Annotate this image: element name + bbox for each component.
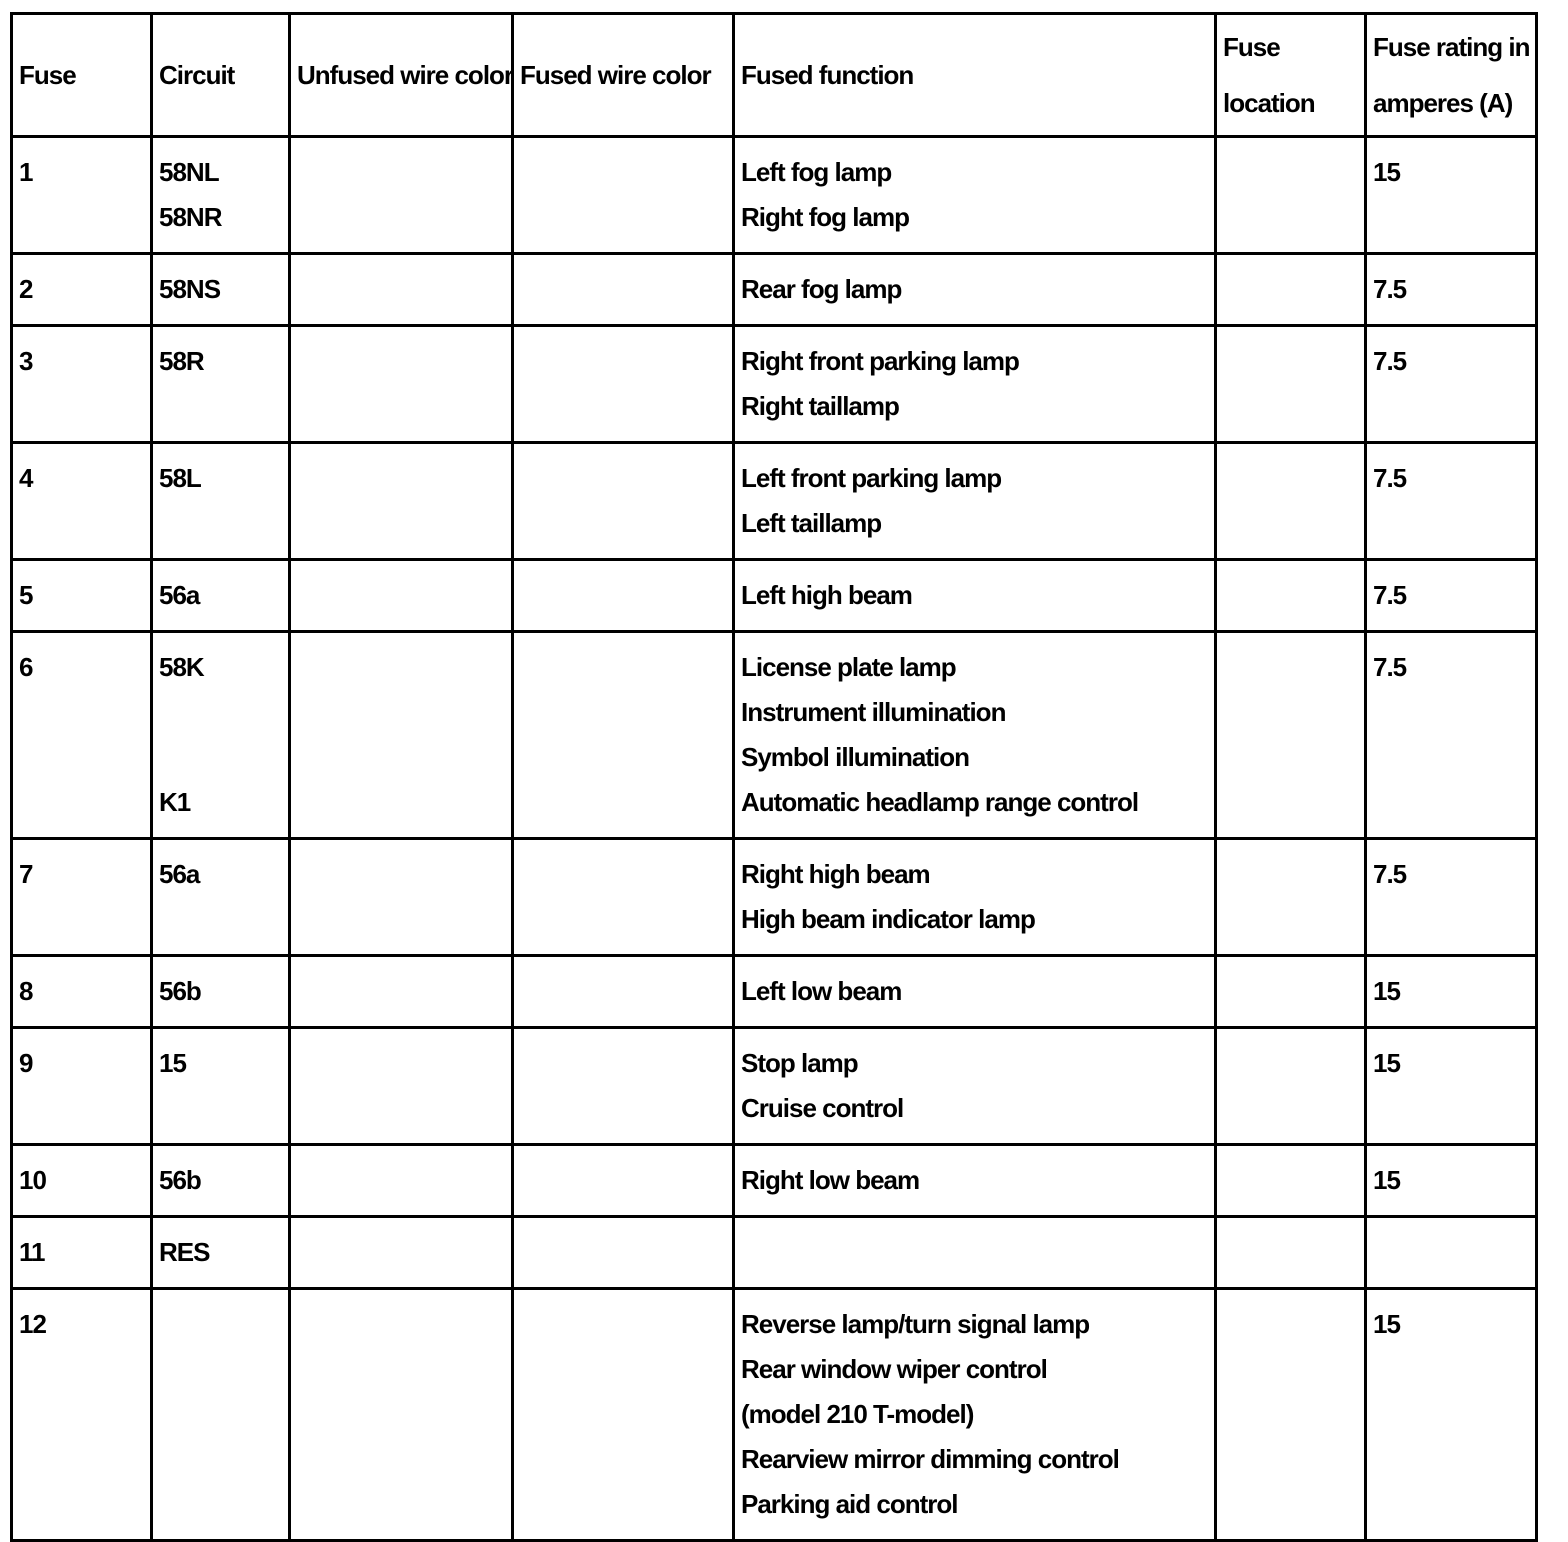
- circuit-label: 56b: [159, 1165, 201, 1195]
- circuit-label: 56a: [159, 580, 200, 610]
- fuse-number-cell: 8: [12, 956, 152, 1028]
- fused-function-cell: [734, 632, 1216, 839]
- circuit-cell: [152, 839, 290, 956]
- fused-function-cell: [734, 1028, 1216, 1145]
- unfused-wire-color-cell: [290, 632, 513, 839]
- circuit-cell: [152, 1145, 290, 1217]
- fuse-rating-cell: 7.5: [1366, 443, 1537, 560]
- function-label: Right taillamp: [741, 391, 899, 421]
- fuse-location-cell: [1216, 1028, 1366, 1145]
- function-label: Cruise control: [741, 1093, 904, 1123]
- table-row: [12, 632, 1537, 839]
- function-label: Left fog lamp: [741, 157, 892, 187]
- fused-wire-color-cell: [513, 560, 734, 632]
- function-label: Parking aid control: [741, 1489, 958, 1519]
- function-label: Automatic headlamp range control: [741, 787, 1139, 817]
- fuse-rating-cell: 15: [1366, 956, 1537, 1028]
- fuse-number-cell: 6: [12, 632, 152, 839]
- circuit-cell: [152, 1028, 290, 1145]
- function-label: Right low beam: [741, 1165, 920, 1195]
- unfused-wire-color-cell: [290, 137, 513, 254]
- fuse-location-cell: [1216, 632, 1366, 839]
- circuit-label: RES: [159, 1237, 210, 1267]
- fuse-number-cell: 1: [12, 137, 152, 254]
- fused-function-cell: [734, 839, 1216, 956]
- circuit-label: 58K: [159, 652, 204, 682]
- circuit-cell: [152, 956, 290, 1028]
- function-label: Reverse lamp/turn signal lamp: [741, 1309, 1090, 1339]
- table-row: [12, 1217, 1537, 1289]
- function-label: Left high beam: [741, 580, 912, 610]
- fuse-rating-cell: [1366, 1217, 1537, 1289]
- fuse-rating-cell: 15: [1366, 1145, 1537, 1217]
- table-row: [12, 137, 1537, 254]
- function-label: Rear window wiper control: [741, 1354, 1047, 1384]
- unfused-wire-color-cell: [290, 956, 513, 1028]
- fused-function-cell: [734, 254, 1216, 326]
- function-label: (model 210 T-model): [741, 1399, 974, 1429]
- table-row: [12, 1145, 1537, 1217]
- fuse-number-cell: 5: [12, 560, 152, 632]
- fused-wire-color-cell: [513, 1145, 734, 1217]
- fuse-number-cell: 3: [12, 326, 152, 443]
- circuit-label: 56a: [159, 859, 200, 889]
- circuit-cell: [152, 137, 290, 254]
- unfused-wire-color-cell: [290, 1289, 513, 1541]
- fuse-location-cell: [1216, 1145, 1366, 1217]
- table-row: [12, 1289, 1537, 1541]
- table-row: [12, 254, 1537, 326]
- circuit-label: 58NL: [159, 157, 219, 187]
- fuse-number-cell: 4: [12, 443, 152, 560]
- fuse-number-cell: 12: [12, 1289, 152, 1541]
- function-label: Stop lamp: [741, 1048, 858, 1078]
- fused-wire-color-cell: [513, 632, 734, 839]
- function-label: High beam indicator lamp: [741, 904, 1035, 934]
- table-row: [12, 326, 1537, 443]
- fused-wire-color-cell: [513, 137, 734, 254]
- table-row: [12, 560, 1537, 632]
- fuse-location-cell: [1216, 137, 1366, 254]
- fuse-location-cell: [1216, 326, 1366, 443]
- function-label: License plate lamp: [741, 652, 956, 682]
- circuit-cell: [152, 560, 290, 632]
- fuse-number-cell: 10: [12, 1145, 152, 1217]
- circuit-label: K1: [159, 787, 191, 817]
- fused-function-cell: [734, 1217, 1216, 1289]
- unfused-wire-color-cell: [290, 254, 513, 326]
- fuse-number-cell: 7: [12, 839, 152, 956]
- circuit-spacer: [159, 690, 282, 735]
- fused-wire-color-cell: [513, 839, 734, 956]
- function-label: Instrument illumination: [741, 697, 1006, 727]
- function-label: Left low beam: [741, 976, 902, 1006]
- fused-function-cell: [734, 560, 1216, 632]
- fuse-location-cell: [1216, 956, 1366, 1028]
- function-label: Right front parking lamp: [741, 346, 1019, 376]
- fused-function-cell: [734, 1145, 1216, 1217]
- fused-wire-color-cell: [513, 326, 734, 443]
- unfused-wire-color-cell: [290, 839, 513, 956]
- circuit-label: 56b: [159, 976, 201, 1006]
- fused-function-cell: [734, 137, 1216, 254]
- table-row: [12, 1028, 1537, 1145]
- fused-function-cell: [734, 443, 1216, 560]
- unfused-wire-color-cell: [290, 1028, 513, 1145]
- circuit-label: 58R: [159, 346, 204, 376]
- unfused-wire-color-cell: [290, 443, 513, 560]
- fuse-location-cell: [1216, 560, 1366, 632]
- fused-wire-color-cell: [513, 254, 734, 326]
- function-label: Right high beam: [741, 859, 930, 889]
- fused-wire-color-cell: [513, 443, 734, 560]
- header-fused-function: Fused function: [734, 14, 1216, 137]
- header-unfused-wire-color: Unfused wire color: [290, 14, 513, 137]
- header-fuse: Fuse: [12, 14, 152, 137]
- fused-function-cell: [734, 956, 1216, 1028]
- function-label: Rear fog lamp: [741, 274, 902, 304]
- circuit-cell: [152, 254, 290, 326]
- header-circuit: Circuit: [152, 14, 290, 137]
- fuse-rating-cell: 7.5: [1366, 632, 1537, 839]
- header-row: [12, 14, 1537, 137]
- fused-function-cell: [734, 326, 1216, 443]
- fuse-table: [10, 12, 1538, 1542]
- circuit-label: 15: [159, 1048, 186, 1078]
- header-fuse-rating-line1: Fuse rating in: [1373, 32, 1530, 62]
- circuit-cell: [152, 1289, 290, 1541]
- circuit-label: 58L: [159, 463, 201, 493]
- circuit-cell: [152, 326, 290, 443]
- function-label: Symbol illumination: [741, 742, 970, 772]
- function-label: Left front parking lamp: [741, 463, 1002, 493]
- fuse-rating-cell: 15: [1366, 1289, 1537, 1541]
- unfused-wire-color-cell: [290, 326, 513, 443]
- fuse-rating-cell: 7.5: [1366, 839, 1537, 956]
- unfused-wire-color-cell: [290, 1217, 513, 1289]
- table-row: [12, 956, 1537, 1028]
- circuit-label: 58NS: [159, 274, 221, 304]
- table-row: [12, 839, 1537, 956]
- header-fuse-location-line2: location: [1223, 88, 1315, 118]
- circuit-label: 58NR: [159, 202, 222, 232]
- fused-wire-color-cell: [513, 1289, 734, 1541]
- fuse-location-cell: [1216, 1217, 1366, 1289]
- table-row: [12, 443, 1537, 560]
- fuse-location-cell: [1216, 443, 1366, 560]
- fuse-number-cell: 2: [12, 254, 152, 326]
- unfused-wire-color-cell: [290, 1145, 513, 1217]
- function-label: Left taillamp: [741, 508, 882, 538]
- fuse-number-cell: 9: [12, 1028, 152, 1145]
- fused-function-cell: [734, 1289, 1216, 1541]
- circuit-cell: [152, 443, 290, 560]
- circuit-cell: [152, 632, 290, 839]
- header-fuse-location-line1: Fuse: [1223, 32, 1280, 62]
- fuse-rating-cell: 15: [1366, 137, 1537, 254]
- fuse-number-cell: 11: [12, 1217, 152, 1289]
- header-fuse-location: [1216, 14, 1366, 137]
- unfused-wire-color-cell: [290, 560, 513, 632]
- fuse-rating-cell: 7.5: [1366, 560, 1537, 632]
- fused-wire-color-cell: [513, 1028, 734, 1145]
- fuse-location-cell: [1216, 839, 1366, 956]
- fuse-rating-cell: 15: [1366, 1028, 1537, 1145]
- function-label: Right fog lamp: [741, 202, 909, 232]
- function-label: Rearview mirror dimming control: [741, 1444, 1119, 1474]
- fuse-location-cell: [1216, 254, 1366, 326]
- fuse-location-cell: [1216, 1289, 1366, 1541]
- circuit-spacer: [159, 735, 282, 780]
- fused-wire-color-cell: [513, 956, 734, 1028]
- fused-wire-color-cell: [513, 1217, 734, 1289]
- header-fuse-rating-line2: amperes (A): [1373, 88, 1513, 118]
- header-fused-wire-color: Fused wire color: [513, 14, 734, 137]
- fuse-rating-cell: 7.5: [1366, 254, 1537, 326]
- fuse-rating-cell: 7.5: [1366, 326, 1537, 443]
- header-fuse-rating: [1366, 14, 1537, 137]
- circuit-cell: [152, 1217, 290, 1289]
